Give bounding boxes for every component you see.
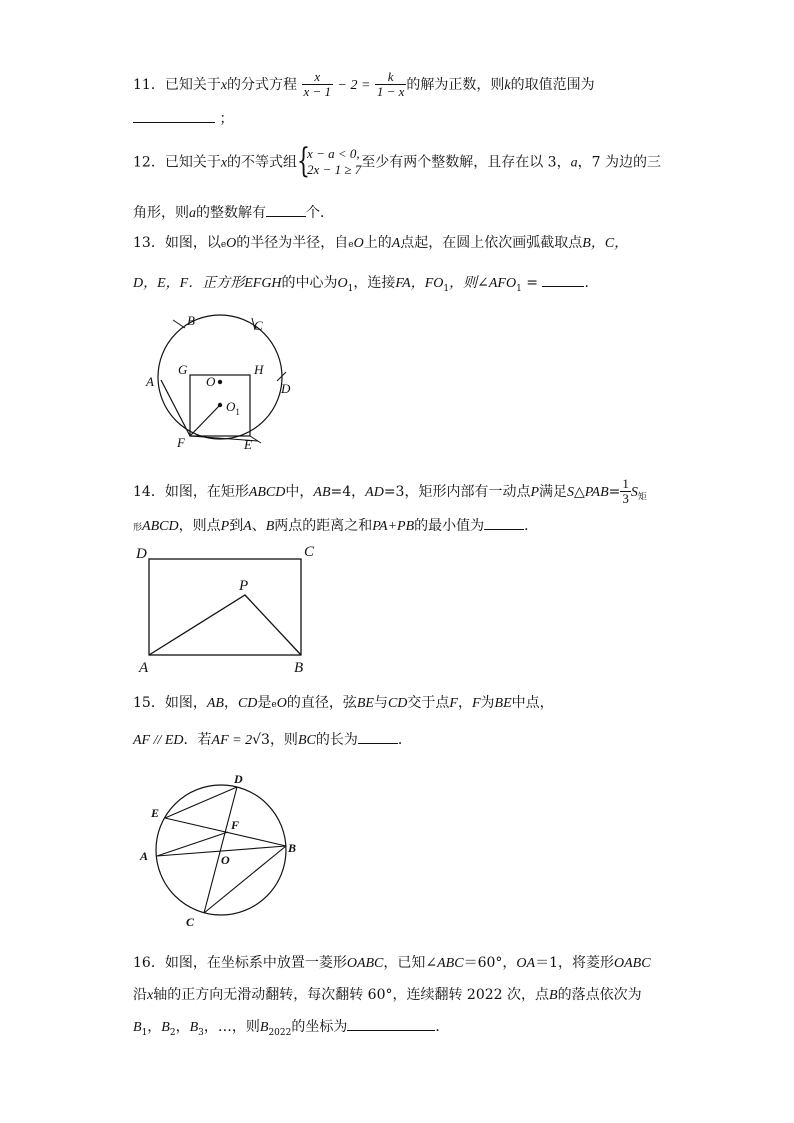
- q15-text: 如图，: [164, 695, 207, 711]
- q16-text: 如图，在坐标系中放置一菱形: [164, 955, 347, 971]
- q15-be: BE: [356, 696, 374, 711]
- q13-text: ．: [584, 275, 599, 291]
- q16-oabc: OABC: [614, 956, 651, 971]
- q14-abcd: ABCD: [248, 484, 286, 500]
- q14-fraction: [620, 477, 631, 507]
- label-o1-main: O: [226, 399, 236, 414]
- q13-text: ，连接: [353, 275, 396, 291]
- q13-text: 上的: [363, 235, 392, 251]
- q13-fo: FO: [424, 276, 444, 291]
- frac-denominator: 3: [622, 491, 629, 507]
- label-a: A: [140, 849, 149, 863]
- q13-points: D，E，F．正方形: [133, 276, 245, 291]
- answer-blank[interactable]: [484, 515, 524, 530]
- frac-numerator: 1: [622, 476, 629, 491]
- q13-number: 13．: [133, 235, 165, 251]
- q16-text: 的落点依次为: [557, 987, 642, 1003]
- q14-s: S: [567, 484, 575, 500]
- label-o: O: [206, 374, 216, 389]
- q15-text: 为: [480, 695, 495, 711]
- label-b: B: [288, 841, 297, 855]
- label-c: C: [186, 915, 195, 929]
- q16-b3: B: [189, 1020, 199, 1035]
- q15-text: 与: [373, 695, 388, 711]
- q14-text: 、: [251, 518, 266, 534]
- subscript: 1: [141, 1027, 148, 1038]
- q13-text: 的中心为: [281, 275, 338, 291]
- point-o: [218, 380, 222, 384]
- q14-papb: PA+PB: [372, 519, 415, 534]
- q14-eq: =: [608, 483, 621, 500]
- q16-text: ＝1，将菱形: [535, 955, 614, 971]
- segment-fa: [161, 380, 190, 436]
- q14-line2: [133, 515, 538, 535]
- q13-angle: ，则∠AFO: [449, 276, 517, 291]
- q15-text: ．: [397, 732, 412, 748]
- point-o1: [218, 403, 222, 407]
- q15-text: ．若: [183, 732, 212, 748]
- q15-line2: [133, 729, 412, 749]
- q13-line2: [133, 272, 598, 294]
- q16-number: 16．: [133, 955, 165, 971]
- q16-text: ．: [435, 1019, 450, 1035]
- chord-be: [165, 818, 286, 846]
- q13-square: EFGH: [244, 276, 282, 291]
- label-d: D: [281, 381, 291, 396]
- q16-b1: B: [133, 1020, 142, 1035]
- q15-figure: [135, 770, 310, 930]
- segment-bc: [204, 846, 286, 913]
- q14-text: =3，矩形内部有一动点: [383, 483, 531, 500]
- q12-text: 的不等式组: [227, 154, 298, 171]
- subscript: 1: [443, 283, 450, 294]
- circle-symbol: e: [220, 240, 227, 250]
- q16-b2: B: [161, 1020, 170, 1035]
- q13-text: 点起，在圆上依次画弧截取点: [400, 235, 583, 251]
- frac-denominator: 1 − x: [376, 84, 405, 100]
- q13-var-o: O: [226, 236, 237, 251]
- q15-text: ，: [457, 695, 472, 711]
- q13-figure: [140, 310, 300, 450]
- inequality-system: { x − a < 0, 2x − 1 ≥ 7: [297, 141, 362, 181]
- q13-eq: =: [521, 275, 543, 291]
- subscript: 矩: [637, 492, 647, 503]
- q13-points: B，C，: [582, 236, 629, 251]
- label-p: P: [239, 578, 249, 594]
- q12-line2: [133, 202, 334, 222]
- circle-o: [158, 315, 282, 439]
- answer-blank[interactable]: [358, 729, 398, 744]
- label-d: D: [136, 546, 147, 562]
- q11-line1: [133, 70, 595, 100]
- q15-text: 的长为: [315, 732, 358, 748]
- q16-line3: [133, 1016, 449, 1038]
- q16-text: ＝60°，: [463, 955, 517, 971]
- q13-o1: O: [337, 276, 348, 291]
- label-c: C: [304, 544, 315, 560]
- q16-text: 轴的正方向无滑动翻转，每次翻转 60°，连续翻转 2022 次，点: [153, 987, 550, 1003]
- frac-numerator: k: [387, 69, 394, 84]
- q15-cd: CD: [237, 696, 258, 711]
- q14-text: ，则点: [178, 518, 221, 534]
- q12-number: 12．: [133, 154, 165, 171]
- label-h: H: [254, 362, 264, 377]
- label-e: E: [151, 806, 160, 820]
- q14-b: B: [265, 519, 275, 534]
- q12-text: 的整数解有: [196, 205, 266, 221]
- q11-line2: [133, 108, 233, 128]
- q16-line1: [133, 952, 651, 972]
- segment-af: [157, 832, 228, 856]
- q11-text: 的解为正数，则: [406, 76, 505, 93]
- answer-blank[interactable]: [266, 202, 306, 217]
- q14-p: P: [530, 484, 540, 500]
- q11-number: 11．: [133, 76, 165, 93]
- q13-line1: [133, 232, 628, 252]
- q15-sqrt: √3: [252, 732, 270, 748]
- q14-ad: AD: [365, 484, 384, 500]
- q14-text: 中，: [285, 483, 314, 500]
- q13-fa: FA，: [395, 276, 425, 291]
- q12-text: 角形，则: [133, 205, 189, 221]
- label-c: C: [254, 318, 263, 333]
- inequality-2: 2x − 1 ≥ 7: [307, 162, 362, 178]
- q16-b: B: [549, 988, 558, 1003]
- q15-bc: BC: [297, 733, 316, 748]
- path-apb: [149, 595, 301, 655]
- q15-be: BE: [494, 696, 512, 711]
- label-o: O: [221, 853, 230, 867]
- q15-text: 中点，: [511, 695, 554, 711]
- frac-denominator: x − 1: [303, 84, 332, 100]
- label-b: B: [187, 313, 195, 328]
- q15-ab: AB: [206, 696, 224, 711]
- subscript: 1: [347, 283, 354, 294]
- q12-var-x: x: [220, 155, 228, 171]
- q16-text: ，已知∠: [383, 955, 438, 971]
- q11-semicolon: ；: [219, 111, 234, 127]
- label-a: A: [146, 374, 154, 389]
- q14-text: ．: [524, 518, 539, 534]
- answer-blank[interactable]: [347, 1016, 435, 1031]
- circle-symbol: e: [271, 700, 277, 710]
- label-a: A: [139, 660, 149, 676]
- q14-triangle: △: [574, 483, 585, 500]
- q16-text: ，…，则: [203, 1019, 260, 1035]
- label-f: F: [231, 818, 240, 832]
- q15-text: ，则: [269, 732, 298, 748]
- q14-p: P: [220, 519, 230, 534]
- q11-mid: − 2 =: [337, 77, 371, 93]
- q16-line2: [133, 984, 642, 1004]
- q16-sep: ，: [175, 1019, 190, 1035]
- q15-number: 15．: [133, 695, 165, 711]
- label-d: D: [234, 772, 243, 786]
- q14-text: 满足: [539, 483, 568, 500]
- subscript: 形: [133, 523, 143, 533]
- q15-line1: [133, 692, 554, 712]
- q13-var-o: O: [353, 236, 364, 251]
- q12-var-a: a: [189, 206, 196, 221]
- q12-line1: [133, 141, 661, 181]
- q15-text: 的直径，弦: [286, 695, 357, 711]
- q14-number: 14．: [133, 483, 165, 500]
- q13-text: 如图，以: [164, 235, 221, 251]
- q12-var-a: a: [570, 155, 578, 171]
- q11-var-x: x: [220, 77, 228, 93]
- q13-text: 的半径为半径，自: [236, 235, 349, 251]
- subscript: 3: [198, 1027, 204, 1038]
- q14-figure: [133, 542, 323, 677]
- q16-oabc: OABC: [346, 956, 384, 971]
- subscript: 1: [516, 283, 522, 294]
- q14-text: 的最小值为: [414, 518, 485, 534]
- q11-var-k: k: [504, 77, 511, 93]
- q16-sep: ，: [147, 1019, 162, 1035]
- q14-text: 到: [229, 518, 244, 534]
- q12-text: 至少有两个整数解，且存在以 3，: [361, 154, 571, 171]
- q15-text: 交于点: [407, 695, 450, 711]
- q14-a: A: [243, 519, 252, 534]
- q11-text: 已知关于: [164, 76, 221, 93]
- label-b: B: [294, 660, 304, 676]
- label-g: G: [178, 362, 188, 377]
- frac-numerator: x: [314, 69, 321, 84]
- q15-o: O: [276, 696, 287, 711]
- label-o1: [226, 399, 240, 417]
- q15-af: AF = 2: [211, 733, 253, 748]
- q14-abcd: ABCD: [142, 519, 179, 534]
- q14-s2: S: [630, 484, 638, 500]
- q16-bn: B: [259, 1020, 269, 1035]
- q16-abc: ABC: [437, 956, 464, 971]
- q15-f: F: [471, 696, 481, 711]
- arc-mark-b: [173, 320, 185, 328]
- q14-text: 两点的距离之和: [274, 518, 373, 534]
- subscript: 2022: [268, 1027, 292, 1038]
- q14-text: =4，: [330, 483, 366, 500]
- q15-f: F: [449, 696, 458, 711]
- segment-fo1: [190, 405, 220, 436]
- answer-blank[interactable]: [542, 272, 584, 287]
- q16-oa: OA: [516, 956, 536, 971]
- q15-parallel: AF // ED: [133, 733, 184, 748]
- q16-text: 的坐标为: [291, 1019, 348, 1035]
- subscript: 2: [169, 1027, 176, 1038]
- q14-ab: AB: [313, 484, 331, 500]
- answer-blank[interactable]: [133, 108, 215, 123]
- q14-line1: [133, 477, 647, 507]
- q12-text: 个．: [306, 205, 334, 221]
- q14-text: 如图，在矩形: [164, 483, 249, 500]
- q12-text: ，7 为边的三: [577, 154, 661, 171]
- label-f: F: [177, 435, 185, 450]
- q13-var-a: A: [391, 236, 401, 251]
- q16-text: 沿: [133, 987, 147, 1003]
- q16-x: x: [147, 988, 154, 1003]
- q11-text: 的分式方程: [227, 76, 298, 93]
- label-e: E: [244, 437, 252, 450]
- q15-text: ，: [223, 695, 238, 711]
- circle-symbol: e: [348, 240, 354, 250]
- label-o1-sub: 1: [235, 407, 240, 417]
- q15-text: 是: [257, 695, 272, 711]
- q11-text: 的取值范围为: [510, 76, 595, 93]
- q11-fraction-2: [375, 70, 407, 100]
- q12-text: 已知关于: [164, 154, 221, 171]
- inequality-1: x − a < 0,: [307, 146, 360, 161]
- q14-pab: PAB: [584, 484, 609, 500]
- q11-fraction-1: [302, 70, 334, 100]
- q15-cd: CD: [387, 696, 408, 711]
